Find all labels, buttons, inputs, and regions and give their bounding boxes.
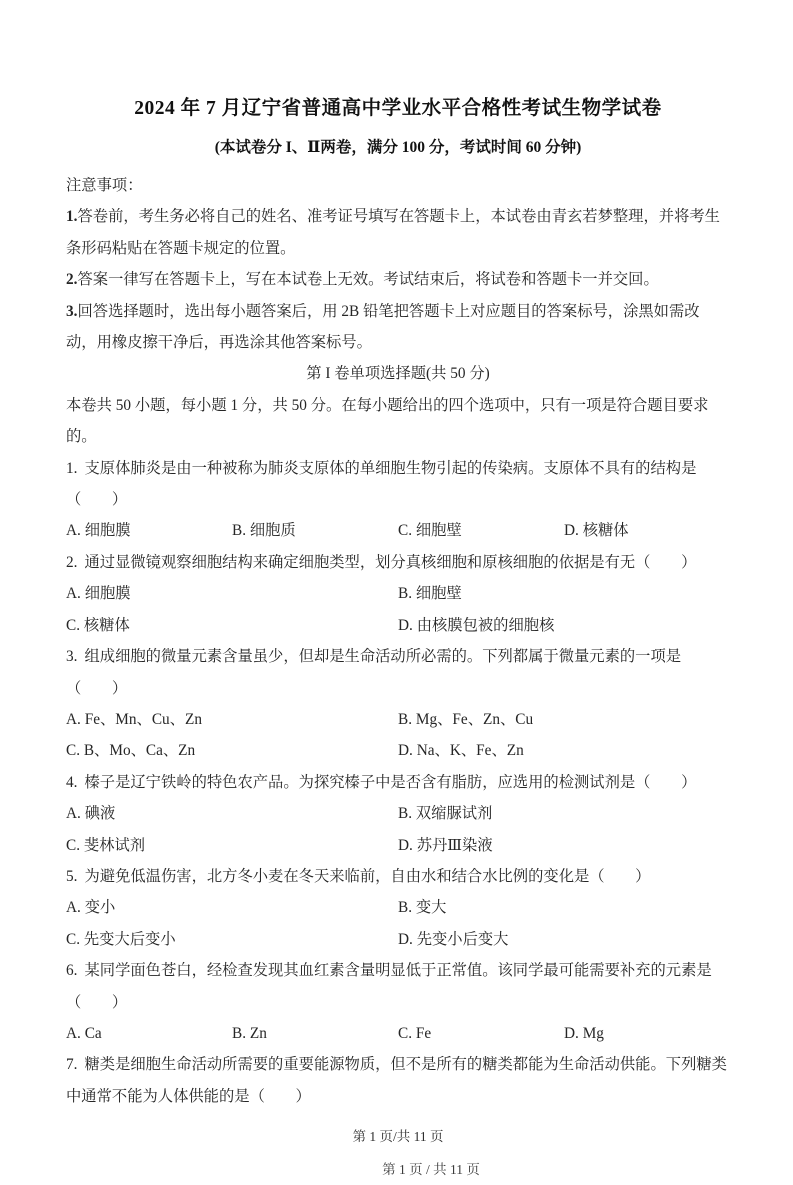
option: C. 细胞壁 — [398, 522, 462, 540]
question-number: 4. — [66, 773, 78, 791]
option: D. 由核膜包被的细胞核 — [398, 616, 555, 634]
question-line — [66, 641, 730, 704]
question-number: 5. — [66, 867, 78, 885]
notice-heading: 注意事项： — [66, 177, 143, 194]
question-line — [66, 547, 730, 578]
notice-item — [66, 264, 730, 295]
notice-item-number: 1. — [66, 208, 78, 226]
option: B. 双缩脲试剂 — [398, 805, 493, 823]
question-text: 榛子是辽宁铁岭的特色农产品。为探究榛子中是否含有脂肪，应选用的检测试剂是（ ） — [84, 773, 697, 791]
option: D. 核糖体 — [564, 522, 629, 540]
question — [66, 955, 730, 1049]
option: B. 变大 — [398, 899, 447, 917]
question-number: 7. — [66, 1056, 78, 1074]
page-title: 2024 年 7 月辽宁省普通高中学业水平合格性考试生物学试卷 — [134, 98, 662, 119]
question-number: 2. — [66, 553, 78, 571]
question-line — [66, 1049, 730, 1112]
page-footer-viewer: 第 1 页 / 共 11 页 — [382, 1162, 480, 1178]
option: A. 细胞膜 — [66, 585, 131, 603]
question-number: 3. — [66, 648, 78, 666]
notice-item — [66, 201, 730, 264]
option: D. 苏丹Ⅲ染液 — [398, 836, 493, 854]
option: C. B、Mo、Ca、Zn — [66, 742, 196, 760]
question — [66, 547, 730, 641]
question-number: 6. — [66, 962, 78, 980]
option: A. 变小 — [66, 899, 116, 917]
option: C. 斐林试剂 — [66, 836, 146, 854]
question-options — [66, 704, 730, 767]
option: B. 细胞壁 — [398, 585, 462, 603]
question-text: 支原体肺炎是由一种被称为肺炎支原体的单细胞生物引起的传染病。支原体不具有的结构是（ ） — [66, 459, 697, 509]
notice-list — [66, 201, 730, 358]
option: A. Fe、Mn、Cu、Zn — [66, 710, 202, 728]
question-text: 通过显微镜观察细胞结构来确定细胞类型，划分真核细胞和原核细胞的依据是有无（ ） — [84, 553, 697, 571]
question-text: 某同学面色苍白，经检查发现其血红素含量明显低于正常值。该同学最可能需要补充的元素是（ ） — [66, 962, 712, 1011]
question-line — [66, 861, 730, 892]
notice-item-number: 3. — [66, 302, 78, 320]
option: B. 细胞质 — [232, 522, 296, 540]
question — [66, 453, 730, 547]
option: D. Mg — [564, 1024, 604, 1042]
question-options — [66, 1018, 730, 1049]
question-list — [66, 453, 730, 1113]
question-line — [66, 955, 730, 1018]
question-options — [66, 798, 730, 861]
notice-item-text: 答卷前，考生务必将自己的姓名、准考证号填写在答题卡上，本试卷由青玄若梦整理，并将考生条形码粘贴在答题卡规定的位置。 — [66, 208, 720, 257]
question — [66, 861, 730, 955]
section-intro: 本卷共 50 小题，每小题 1 分，共 50 分。在每小题给出的四个选项中，只有一项是符合题目要求的。 — [66, 396, 709, 446]
question — [66, 767, 730, 861]
option: A. Ca — [66, 1024, 102, 1042]
option: A. 碘液 — [66, 805, 116, 823]
notice-item — [66, 296, 730, 359]
page-footer-document: 第 1 页/共 11 页 — [352, 1129, 444, 1145]
option: B. Zn — [232, 1024, 267, 1042]
question-options — [66, 515, 730, 546]
question-line — [66, 767, 730, 798]
question-line — [66, 453, 730, 516]
exam-subtitle: (本试卷分 I、Ⅱ两卷，满分 100 分，考试时间 60 分钟) — [214, 139, 582, 156]
question-text: 组成细胞的微量元素含量虽少，但却是生命活动所必需的。下列都属于微量元素的一项是（ ） — [66, 648, 682, 697]
question — [66, 1049, 730, 1112]
question-number: 1. — [66, 459, 78, 477]
option: D. 先变小后变大 — [398, 930, 509, 948]
question — [66, 641, 730, 767]
option: C. Fe — [398, 1024, 432, 1042]
option: B. Mg、Fe、Zn、Cu — [398, 710, 534, 728]
question-text: 为避免低温伤害，北方冬小麦在冬天来临前，自由水和结合水比例的变化是（ ） — [84, 867, 651, 885]
option: D. Na、K、Fe、Zn — [398, 742, 524, 760]
question-options — [66, 892, 730, 955]
notice-item-number: 2. — [66, 271, 78, 289]
question-options — [66, 578, 730, 641]
section-title: 第 I 卷单项选择题(共 50 分) — [306, 365, 490, 383]
question-text: 糖类是细胞生命活动所需要的重要能源物质，但不是所有的糖类都能为生命活动供能。下列糖类中通常不能为人体供能的是（ ） — [66, 1056, 727, 1105]
option: A. 细胞膜 — [66, 522, 131, 540]
option: C. 先变大后变小 — [66, 930, 176, 948]
notice-item-text: 回答选择题时，选出每小题答案后，用 2B 铅笔把答题卡上对应题目的答案标号，涂黑如需改动，用橡皮擦干净后，再选涂其他答案标号。 — [66, 302, 700, 352]
notice-item-text: 答案一律写在答题卡上，写在本试卷上无效。考试结束后，将试卷和答题卡一并交回。 — [77, 271, 659, 289]
option: C. 核糖体 — [66, 616, 130, 634]
exam-content — [66, 170, 730, 1112]
